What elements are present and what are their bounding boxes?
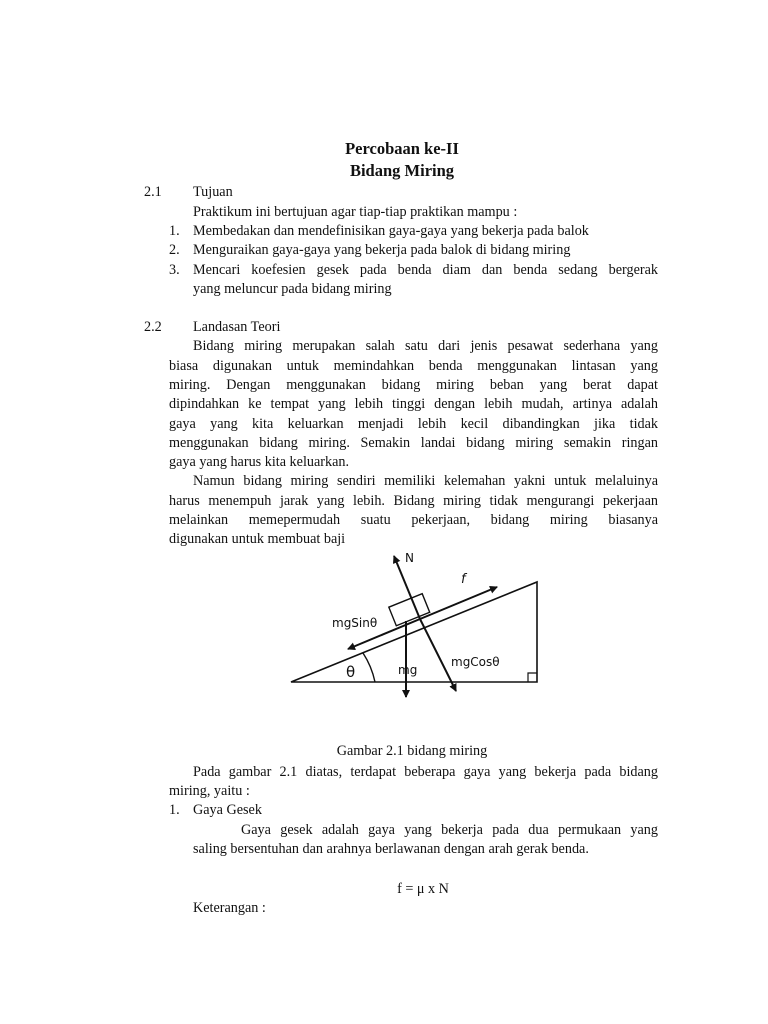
list-item-1: Membedakan dan mendefinisikan gaya-gaya yang bekerja pada balok (193, 223, 589, 239)
theta-arc (363, 653, 375, 682)
gaya-gesek-number: 1. (169, 802, 180, 818)
list-number-3: 3. (169, 262, 180, 278)
gaya-gesek-desc-2: saling bersentuhan dan arahnya berlawanan dengan arah gerak benda. (193, 841, 589, 857)
list-item-3-cont: yang meluncur pada bidang miring (193, 281, 392, 297)
keterangan-label: Keterangan : (193, 900, 266, 916)
section-heading-landasan: Landasan Teori (193, 319, 281, 335)
friction-formula: f = μ x N (397, 881, 449, 897)
label-normal: N (405, 551, 414, 565)
para2-line-3: melainkan memepermudah suatu pekerjaan, bidang miring biasanya (169, 512, 658, 528)
para1-line-6: menggunakan bidang miring. Semakin landai bidang miring semakin ringan (169, 435, 658, 451)
label-friction: f (461, 572, 466, 587)
label-mgcos: mgCosθ (451, 655, 500, 669)
para1-line-7: gaya yang harus kita keluarkan. (169, 454, 350, 470)
para1-line-3: miring. Dengan menggunakan bidang miring beban yang berat dapat (169, 377, 658, 393)
title-line-1: Percobaan ke-II (345, 139, 459, 158)
section-number-2-1: 2.1 (144, 184, 162, 200)
normal-force-arrow (394, 556, 420, 619)
section-heading-tujuan: Tujuan (193, 184, 233, 200)
block (389, 594, 430, 626)
right-angle-mark (528, 673, 537, 682)
gaya-gesek-title: Gaya Gesek (193, 802, 262, 818)
after-fig-line-1: Pada gambar 2.1 diatas, terdapat beberapa gaya yang bekerja pada bidang (193, 764, 658, 780)
list-number-2: 2. (169, 242, 180, 258)
list-number-1: 1. (169, 223, 180, 239)
list-item-3: Mencari koefesien gesek pada benda diam dan benda sedang bergerak (193, 262, 658, 278)
label-theta: θ (346, 663, 356, 681)
para1-line-1: Bidang miring merupakan salah satu dari jenis pesawat sederhana yang (193, 338, 658, 354)
label-mgsin: mgSinθ (332, 616, 378, 630)
after-fig-line-2: miring, yaitu : (169, 783, 250, 799)
inclined-plane-diagram (285, 545, 550, 705)
para1-line-2: biasa digunakan untuk memindahkan benda menggunakan lintasan yang (169, 358, 658, 374)
para2-line-2: harus menempuh jarak yang lebih. Bidang miring tidak mengurangi pekerjaan (169, 493, 658, 509)
para1-line-4: dipindahkan ke tempat yang lebih tinggi dengan lebih mudah, artinya adalah (169, 396, 658, 412)
tujuan-intro: Praktikum ini bertujuan agar tiap-tiap praktikan mampu : (193, 204, 518, 220)
gaya-gesek-desc-1: Gaya gesek adalah gaya yang bekerja pada dua permukaan yang (241, 822, 658, 838)
figure-caption: Gambar 2.1 bidang miring (336, 743, 488, 759)
para2-line-4: digunakan untuk membuat baji (169, 531, 346, 547)
title-line-2: Bidang Miring (349, 161, 455, 180)
para1-line-5: gaya yang kita keluarkan menjadi lebih kecil dibandingkan jika tidak (169, 416, 658, 432)
list-item-2: Menguraikan gaya-gaya yang bekerja pada balok di bidang miring (193, 242, 571, 258)
section-number-2-2: 2.2 (144, 319, 162, 335)
label-mg: mg (398, 663, 418, 677)
para2-line-1: Namun bidang miring sendiri memiliki kelemahan yakni untuk melaluinya (193, 473, 658, 489)
